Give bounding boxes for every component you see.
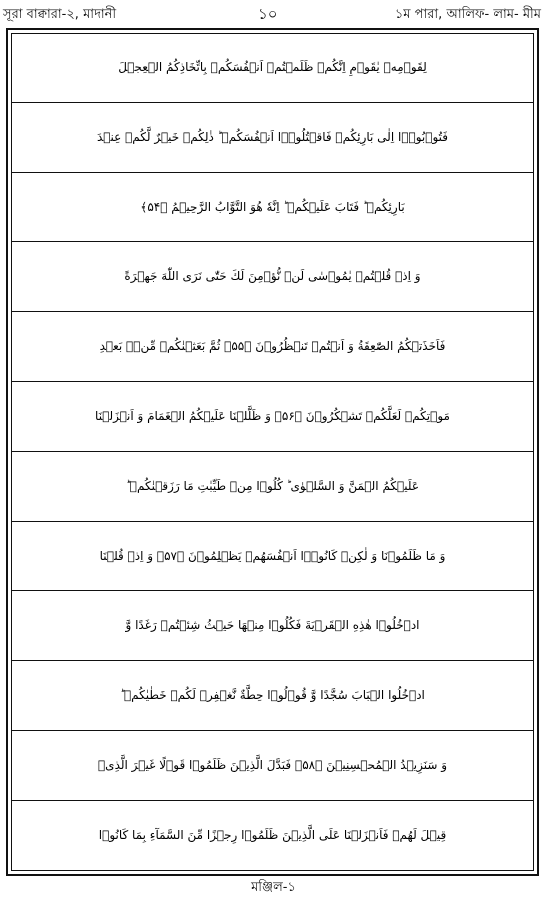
- page-header: [0, 2, 547, 28]
- verse-line-9: ادۡخُلُوۡا هٰذِهِ الۡقَرۡیَةَ فَكُلُوۡا مِنۡهَا حَیۡثُ شِئۡتُمۡ رَغَدًا وَّ: [11, 591, 534, 661]
- verse-lines: [11, 33, 534, 871]
- page-number: ১০: [258, 5, 278, 23]
- verse-line-7: عَلَیۡكُمُ الۡمَنَّ وَ السَّلۡوٰی ؕ كُلُوۡا مِنۡ طَیِّبٰتِ مَا رَزَقۡنٰكُمۡ ؕ: [11, 452, 534, 522]
- verse-line-12: قِیۡلَ لَهُمۡ فَاَنۡزَلۡنَا عَلَی الَّذِیۡنَ ظَلَمُوۡا رِجۡزًا مِّنَ السَّمَآءِ بِمَا كَانُوۡا: [98, 827, 447, 842]
- verse-line-8: وَ مَا ظَلَمُوۡنَا وَ لٰكِنۡ كَانُوۡۤا اَنۡفُسَهُمۡ یَظۡلِمُوۡنَ ﴿۵۷﴾ وَ اِذۡ قُلۡنَا: [11, 522, 534, 592]
- para-title: ১ম পারা, আলিফ- লাম- মীম: [394, 7, 541, 22]
- verse-line-11: وَ سَنَزِیۡدُ الۡمُحۡسِنِیۡنَ ﴿۵۸﴾ فَبَدَّلَ الَّذِیۡنَ ظَلَمُوۡا قَوۡلًا غَیۡرَ الَّذِیۡ: [11, 731, 534, 801]
- verse-line-4: وَ اِذۡ قُلۡتُمۡ یٰمُوۡسٰی لَنۡ نُّؤۡمِنَ لَكَ حَتّٰی نَرَی اللّٰهَ جَهۡرَةً: [11, 242, 534, 312]
- verse-line-3: بَارِئِكُمۡ ؕ فَتَابَ عَلَیۡكُمۡ ؕ اِنَّهٗ هُوَ التَّوَّابُ الرَّحِیۡمُ ﴿۵۴﴾: [11, 173, 534, 243]
- verse-line-2: فَتُوۡبُوۡۤا اِلٰی بَارِئِكُمۡ فَاقۡتُلُوۡۤا اَنۡفُسَكُمۡ ؕ ذٰلِكُمۡ خَیۡرٌ لَّكُمۡ عِنۡدَ: [11, 103, 534, 173]
- verse-line-5: فَاَخَذَتۡكُمُ الصّٰعِقَةُ وَ اَنۡتُمۡ تَنۡظُرُوۡنَ ﴿۵۵﴾ ثُمَّ بَعَثۡنٰكُمۡ مِّنۡۢ بَعۡدِ: [11, 312, 534, 382]
- manzil-footer: মঞ্জিল-১: [251, 880, 296, 895]
- verse-line-1: لِقَوۡمِهٖ یٰقَوۡمِ اِنَّكُمۡ ظَلَمۡتُمۡ اَنۡفُسَكُمۡ بِاتِّخَاذِكُمُ الۡعِجۡلَ: [11, 33, 534, 103]
- verse-line-10: ادۡخُلُوا الۡبَابَ سُجَّدًا وَّ قُوۡلُوۡا حِطَّةٌ نَّغۡفِرۡ لَكُمۡ خَطٰیٰكُمۡ ؕ: [11, 661, 534, 731]
- surah-title: সূরা বাক্বারা-২, মাদানী: [3, 7, 117, 22]
- verse-line-6: مَوۡتِكُمۡ لَعَلَّكُمۡ تَشۡكُرُوۡنَ ﴿۵۶﴾ وَ ظَلَّلۡنَا عَلَیۡكُمُ الۡغَمَامَ وَ اَنۡزَلۡنَا: [11, 382, 534, 452]
